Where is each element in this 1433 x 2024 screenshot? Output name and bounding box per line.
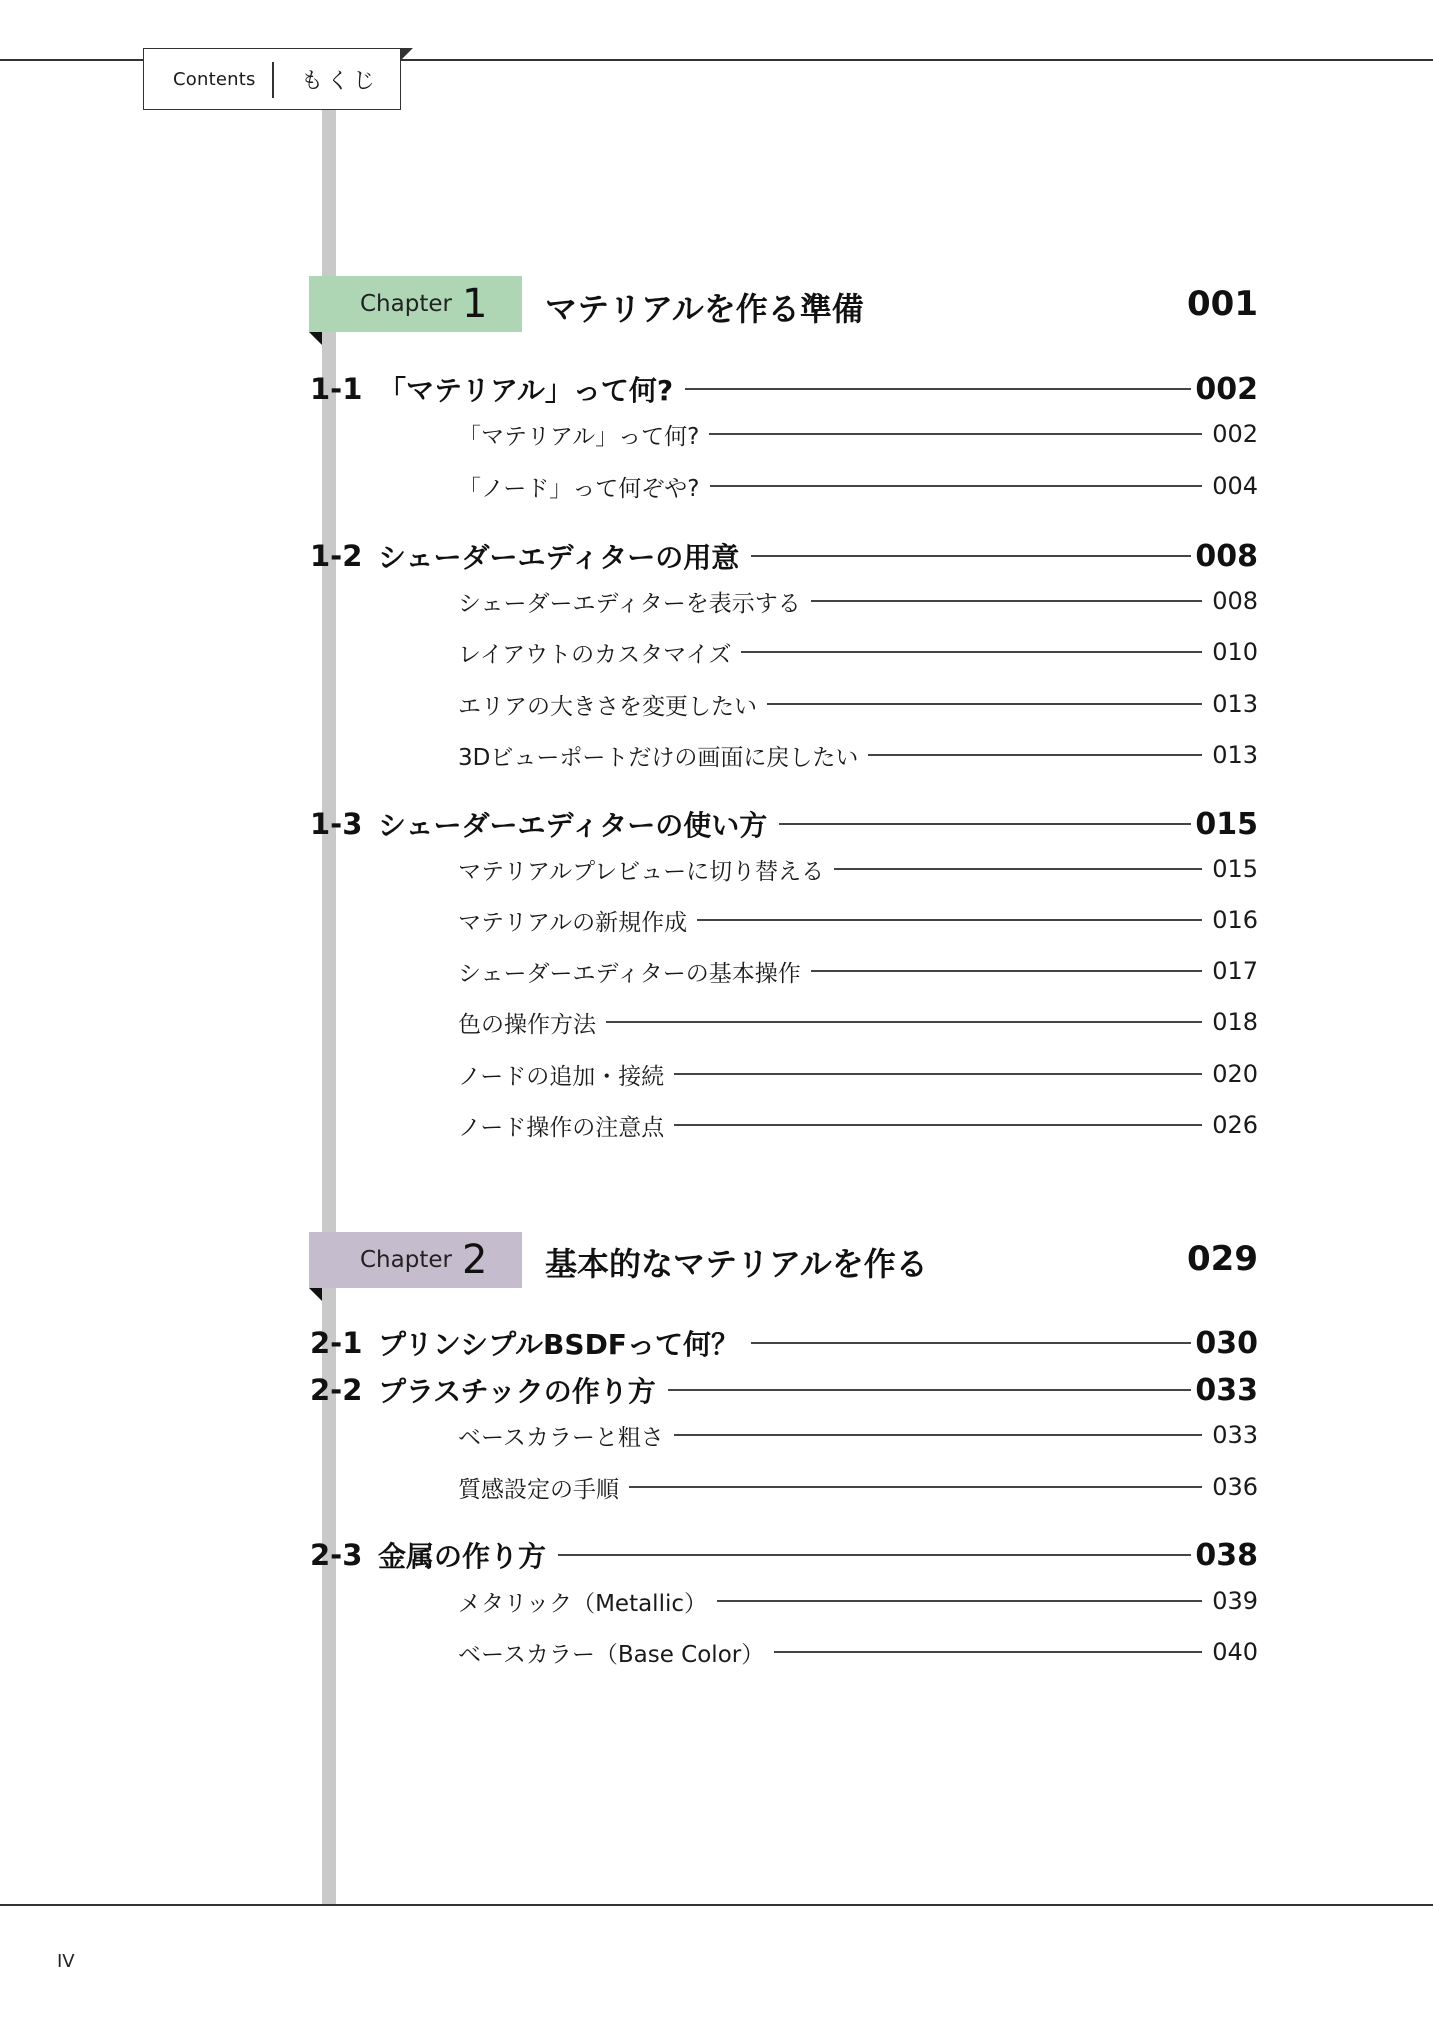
toc-section[interactable] (310, 535, 1258, 577)
leader-line (558, 1554, 1191, 1556)
tab-corner-mark (401, 48, 413, 60)
subsection-page: 018 (1212, 1008, 1258, 1036)
leader-line (668, 1389, 1192, 1391)
toc-subsection[interactable] (458, 1635, 1258, 1669)
section-number: 2-3 (310, 1538, 363, 1572)
subsection-page: 036 (1212, 1473, 1258, 1501)
leader-line (709, 433, 1202, 435)
leader-line (834, 868, 1202, 870)
subsection-title: 3Dビューポートだけの画面に戻したい (458, 744, 859, 771)
contents-label-en: Contents (173, 69, 256, 90)
leader-line (751, 555, 1191, 557)
toc-subsection[interactable] (458, 903, 1258, 937)
subsection-page: 010 (1212, 638, 1258, 666)
badge-fold-mark (309, 1288, 322, 1301)
toc-subsection[interactable] (458, 738, 1258, 772)
chapter-word: Chapter (360, 1247, 452, 1273)
subsection-title: エリアの大きさを変更したい (458, 693, 757, 720)
page-number: IV (57, 1951, 75, 1972)
section-number: 1-3 (310, 807, 363, 841)
toc-subsection[interactable] (458, 1005, 1258, 1039)
subsection-page: 040 (1212, 1638, 1258, 1666)
toc-subsection[interactable] (458, 852, 1258, 886)
subsection-title: ノード操作の注意点 (458, 1114, 665, 1141)
badge-fold-mark (309, 332, 322, 345)
toc-subsection[interactable] (458, 687, 1258, 721)
section-page: 038 (1195, 1537, 1258, 1573)
section-page: 008 (1195, 538, 1258, 574)
subsection-page: 004 (1212, 472, 1258, 500)
leader-line (710, 485, 1203, 487)
chapter-number: 2 (461, 1237, 488, 1283)
leader-line (767, 703, 1202, 705)
leader-line (674, 1434, 1202, 1436)
leader-line (674, 1073, 1202, 1075)
subsection-page: 008 (1212, 587, 1258, 615)
leader-line (751, 1342, 1191, 1344)
contents-tab (143, 48, 401, 110)
section-number: 1-2 (310, 539, 363, 573)
section-title: シェーダーエディターの使い方 (378, 809, 768, 842)
toc-subsection[interactable] (458, 1418, 1258, 1452)
toc-section[interactable] (310, 368, 1258, 410)
section-page: 002 (1195, 371, 1258, 407)
toc-subsection[interactable] (458, 954, 1258, 988)
leader-line (674, 1124, 1202, 1126)
subsection-title: メタリック（Metallic） (458, 1590, 708, 1617)
chapter-title: マテリアルを作る準備 (545, 290, 864, 328)
toc-section[interactable] (310, 1369, 1258, 1411)
leader-line (779, 823, 1191, 825)
section-title: 金属の作り方 (378, 1540, 547, 1573)
subsection-title: 色の操作方法 (458, 1011, 596, 1038)
section-number: 2-1 (310, 1326, 363, 1360)
contents-separator (272, 62, 274, 98)
subsection-page: 039 (1212, 1587, 1258, 1615)
subsection-title: シェーダーエディターの基本操作 (458, 960, 801, 987)
leader-line (629, 1486, 1202, 1488)
leader-line (717, 1600, 1202, 1602)
subsection-title: 質感設定の手順 (458, 1476, 619, 1503)
section-title: プリンシプルBSDFって何？ (378, 1328, 739, 1361)
toc-subsection[interactable] (458, 469, 1258, 503)
subsection-page: 033 (1212, 1421, 1258, 1449)
subsection-page: 020 (1212, 1060, 1258, 1088)
section-title: 「マテリアル」って何? (378, 374, 674, 407)
chapter-number: 1 (461, 281, 488, 327)
subsection-title: シェーダーエディターを表示する (458, 590, 801, 617)
section-page: 015 (1195, 806, 1258, 842)
chapter-badge (309, 1232, 522, 1288)
section-title: シェーダーエディターの用意 (378, 541, 740, 574)
subsection-title: レイアウトのカスタマイズ (458, 641, 732, 668)
subsection-page: 013 (1212, 690, 1258, 718)
subsection-page: 015 (1212, 855, 1258, 883)
subsection-title: ベースカラーと粗さ (458, 1424, 664, 1451)
toc-subsection[interactable] (458, 1108, 1258, 1142)
subsection-title: マテリアルの新規作成 (458, 909, 688, 936)
toc-section[interactable] (310, 1534, 1258, 1576)
section-page: 033 (1195, 1372, 1258, 1408)
chapter-word: Chapter (360, 291, 452, 317)
subsection-page: 013 (1212, 741, 1258, 769)
subsection-page: 016 (1212, 906, 1258, 934)
chapter-title: 基本的なマテリアルを作る (545, 1245, 928, 1283)
leader-line (811, 600, 1202, 602)
section-page: 030 (1195, 1325, 1258, 1361)
chapter-page: 001 (1187, 284, 1258, 324)
subsection-title: マテリアルプレビューに切り替える (458, 858, 825, 885)
toc-subsection[interactable] (458, 1470, 1258, 1504)
leader-line (741, 651, 1202, 653)
toc-subsection[interactable] (458, 1584, 1258, 1618)
subsection-title: ノードの追加・接続 (458, 1063, 665, 1090)
subsection-page: 017 (1212, 957, 1258, 985)
leader-line (774, 1651, 1202, 1653)
toc-subsection[interactable] (458, 417, 1258, 451)
leader-line (811, 970, 1202, 972)
subsection-title: 「マテリアル」って何? (458, 423, 700, 450)
bottom-rule (0, 1904, 1433, 1906)
toc-subsection[interactable] (458, 584, 1258, 618)
leader-line (697, 919, 1202, 921)
section-number: 2-2 (310, 1373, 363, 1407)
section-number: 1-1 (310, 372, 363, 406)
subsection-page: 026 (1212, 1111, 1258, 1139)
leader-line (606, 1021, 1202, 1023)
leader-line (685, 388, 1191, 390)
toc-subsection[interactable] (458, 1057, 1258, 1091)
toc-section[interactable] (310, 803, 1258, 845)
toc-subsection[interactable] (458, 635, 1258, 669)
subsection-page: 002 (1212, 420, 1258, 448)
chapter-page: 029 (1187, 1239, 1258, 1279)
subsection-title: ベースカラー（Base Color） (458, 1641, 765, 1668)
chapter-badge (309, 276, 522, 332)
section-title: プラスチックの作り方 (378, 1375, 656, 1408)
leader-line (868, 754, 1202, 756)
contents-label-ja: もくじ (301, 69, 380, 94)
toc-section[interactable] (310, 1322, 1258, 1364)
subsection-title: 「ノード」って何ぞや? (458, 475, 700, 502)
